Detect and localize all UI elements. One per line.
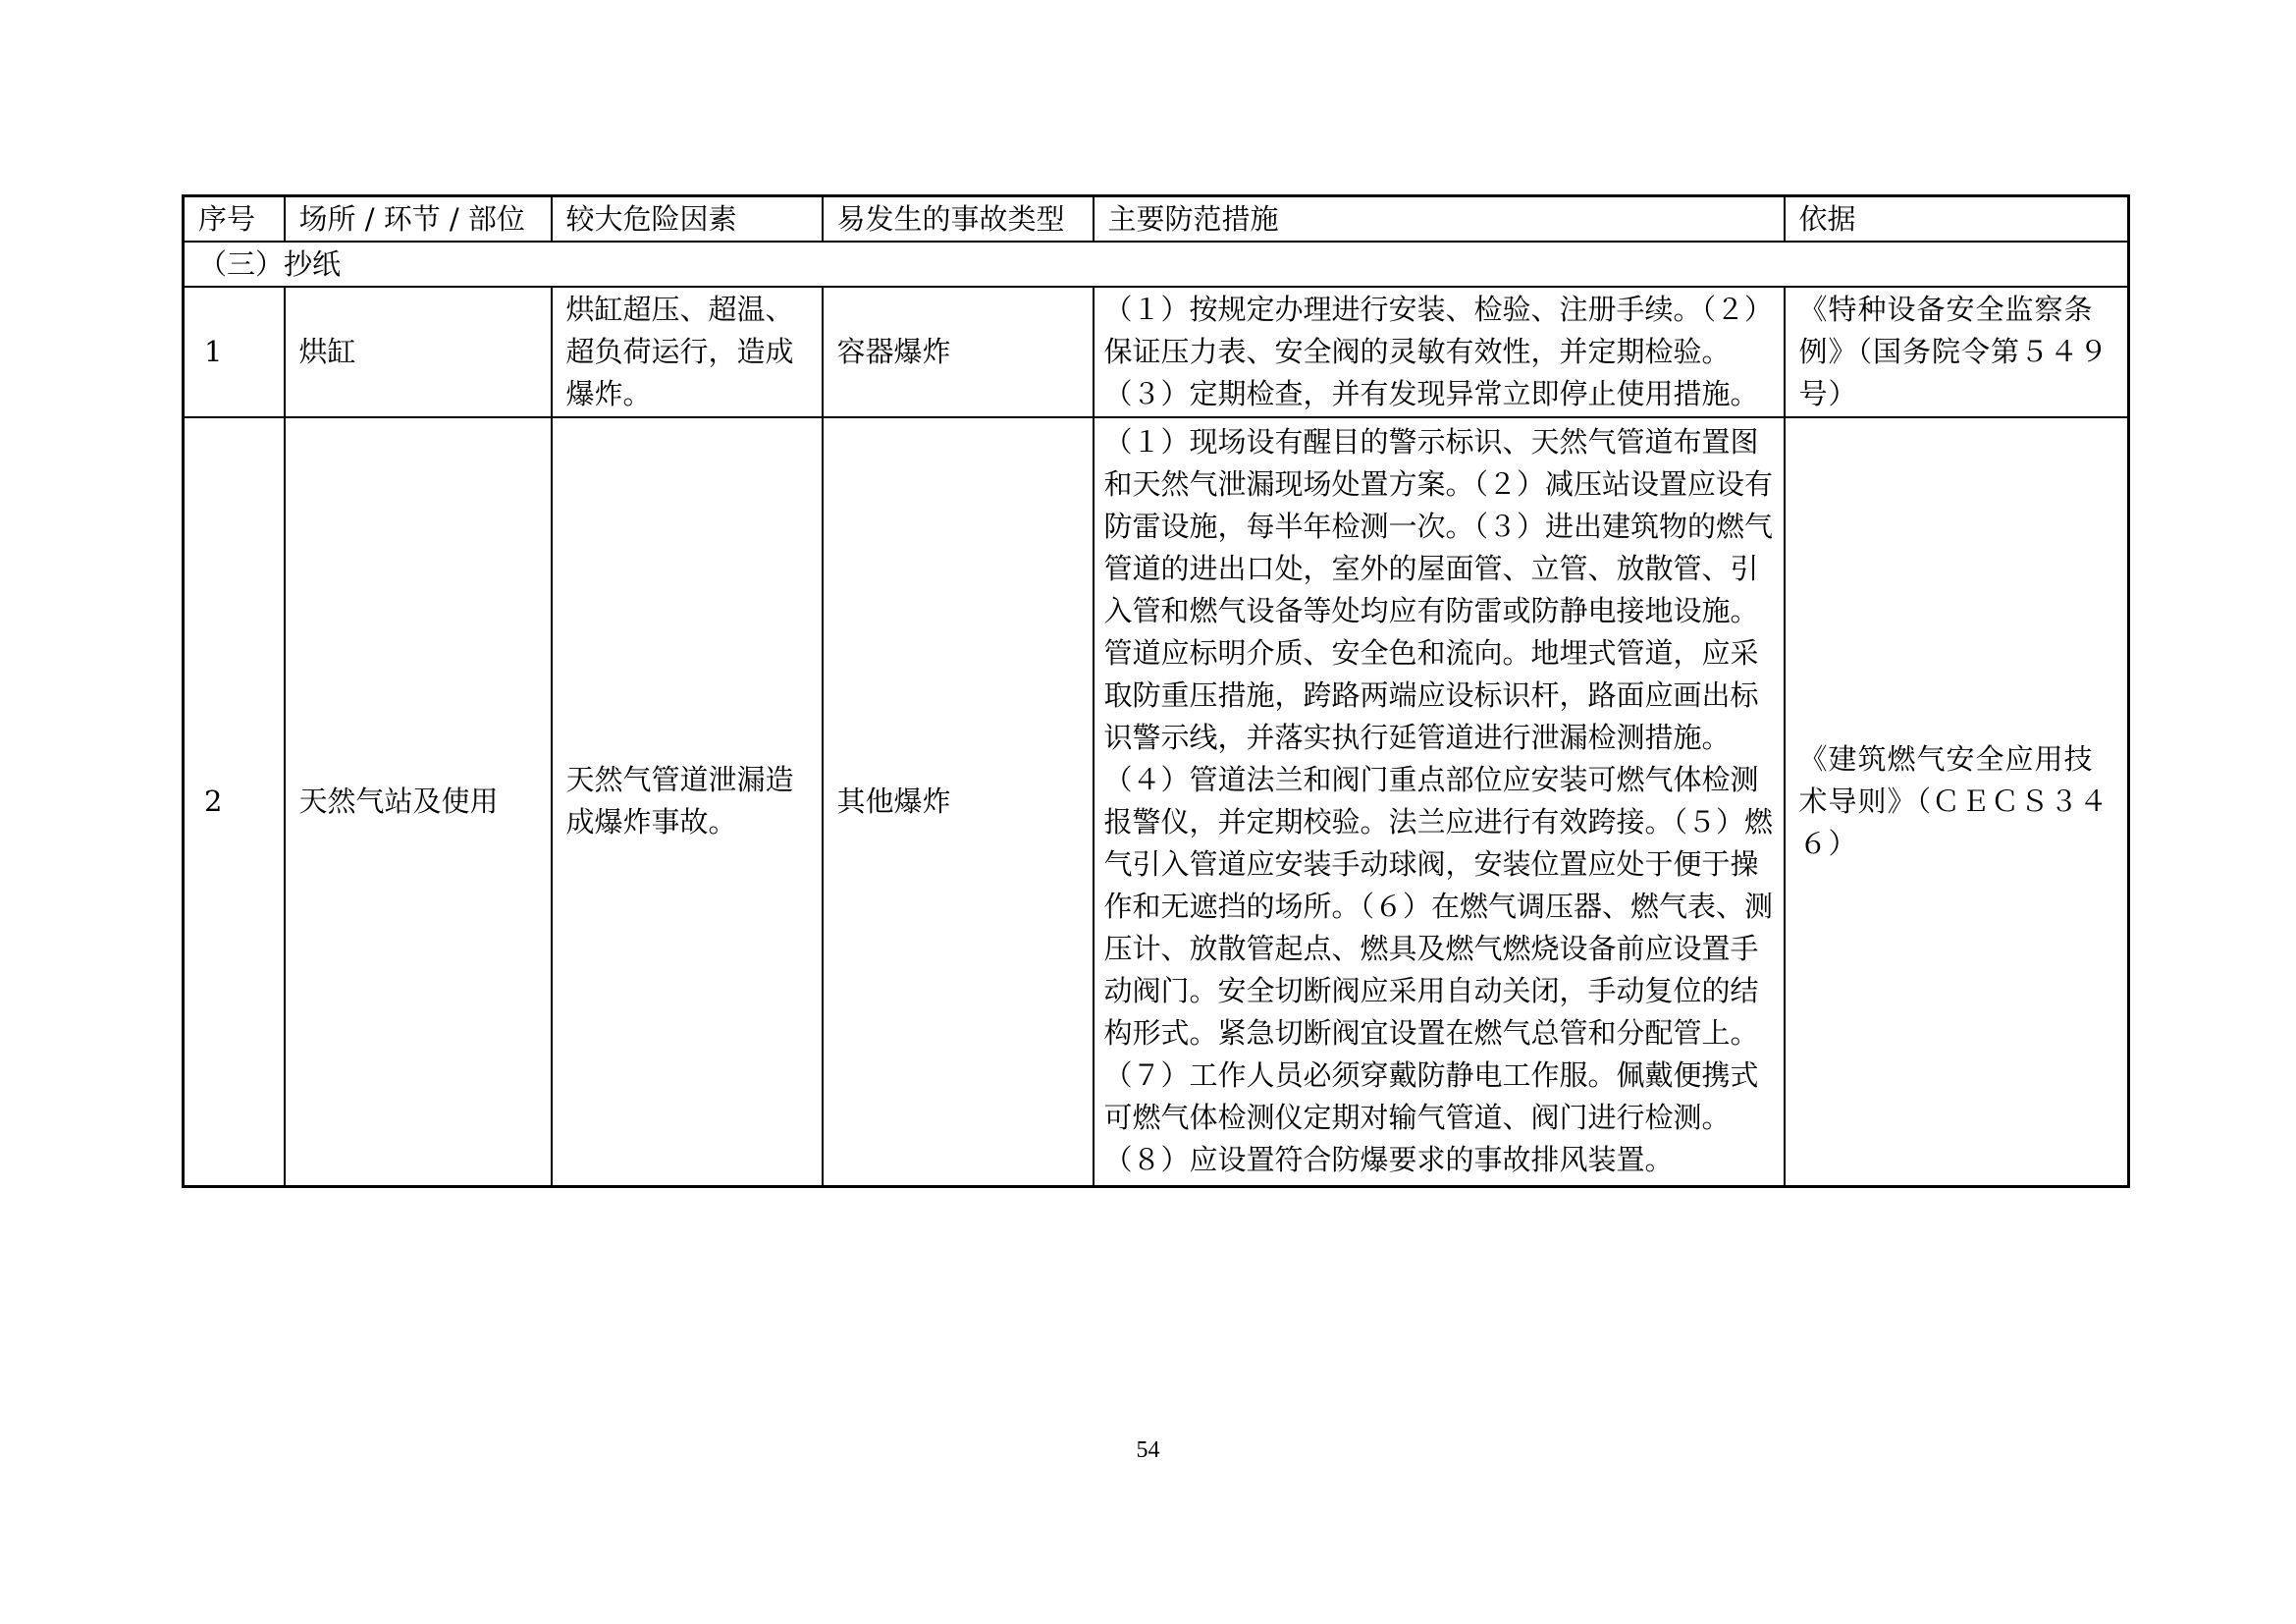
row-number: 2 — [184, 417, 285, 1186]
risk-table — [182, 194, 2130, 1188]
row-place: 烘缸 — [285, 287, 552, 417]
row-hazard: 烘缸超压、超温、超负荷运行，造成爆炸。 — [552, 287, 823, 417]
section-row — [184, 242, 2129, 287]
header-measures: 主要防范措施 — [1094, 196, 1785, 243]
row-measures: （１）按规定办理进行安装、检验、注册手续。（２）保证压力表、安全阀的灵敏有效性，并定期检验。（３）定期检查，并有发现异常立即停止使用措施。 — [1094, 287, 1785, 417]
row-hazard: 天然气管道泄漏造成爆炸事故。 — [552, 417, 823, 1186]
table-header-row — [184, 196, 2129, 243]
table-row — [184, 287, 2129, 417]
page-number: 54 — [1136, 1437, 1160, 1463]
row-measures: （１）现场设有醒目的警示标识、天然气管道布置图和天然气泄漏现场处置方案。（２）减压站设置应设有防雷设施，每半年检测一次。（３）进出建筑物的燃气管道的进出口处，室外的屋面管、立管、放散管、引入管和燃气设备等处均应有防雷或防静电接地设施。管道应标明介质、安全色和流向。地埋式管道，应采取防重压措施，跨路两端应设标识杆，路面应画出标识警示线，并落实执行延管道进行泄漏检测措施。（４）管道法兰和阀门重点部位应安装可燃气体检测报警仪，并定期校验。法兰应进行有效跨接。（５）燃气引入管道应安装手动球阀，安装位置应处于便于操作和无遮挡的场所。（６）在燃气调压器、燃气表、测压计、放散管起点、燃具及燃气燃烧设备前应设置手动阀门。安全切断阀应采用自动关闭，手动复位的结构形式。紧急切断阀宜设置在燃气总管和分配管上。（７）工作人员必须穿戴防静电工作服。佩戴便携式可燃气体检测仪定期对输气管道、阀门进行检测。（８）应设置符合防爆要求的事故排风装置。 — [1094, 417, 1785, 1186]
row-number: 1 — [184, 287, 285, 417]
header-hazard: 较大危险因素 — [552, 196, 823, 243]
row-basis: 《特种设备安全监察条例》（国务院令第５４９号） — [1785, 287, 2129, 417]
row-accident-type: 其他爆炸 — [823, 417, 1094, 1186]
row-accident-type: 容器爆炸 — [823, 287, 1094, 417]
table-row — [184, 417, 2129, 1186]
row-basis: 《建筑燃气安全应用技术导则》（ＣＥＣＳ３４６） — [1785, 417, 2129, 1186]
section-title: （三）抄纸 — [184, 242, 2129, 287]
header-accident-type: 易发生的事故类型 — [823, 196, 1094, 243]
row-place: 天然气站及使用 — [285, 417, 552, 1186]
header-no: 序号 — [184, 196, 285, 243]
header-basis: 依据 — [1785, 196, 2129, 243]
header-place: 场所 / 环节 / 部位 — [285, 196, 552, 243]
